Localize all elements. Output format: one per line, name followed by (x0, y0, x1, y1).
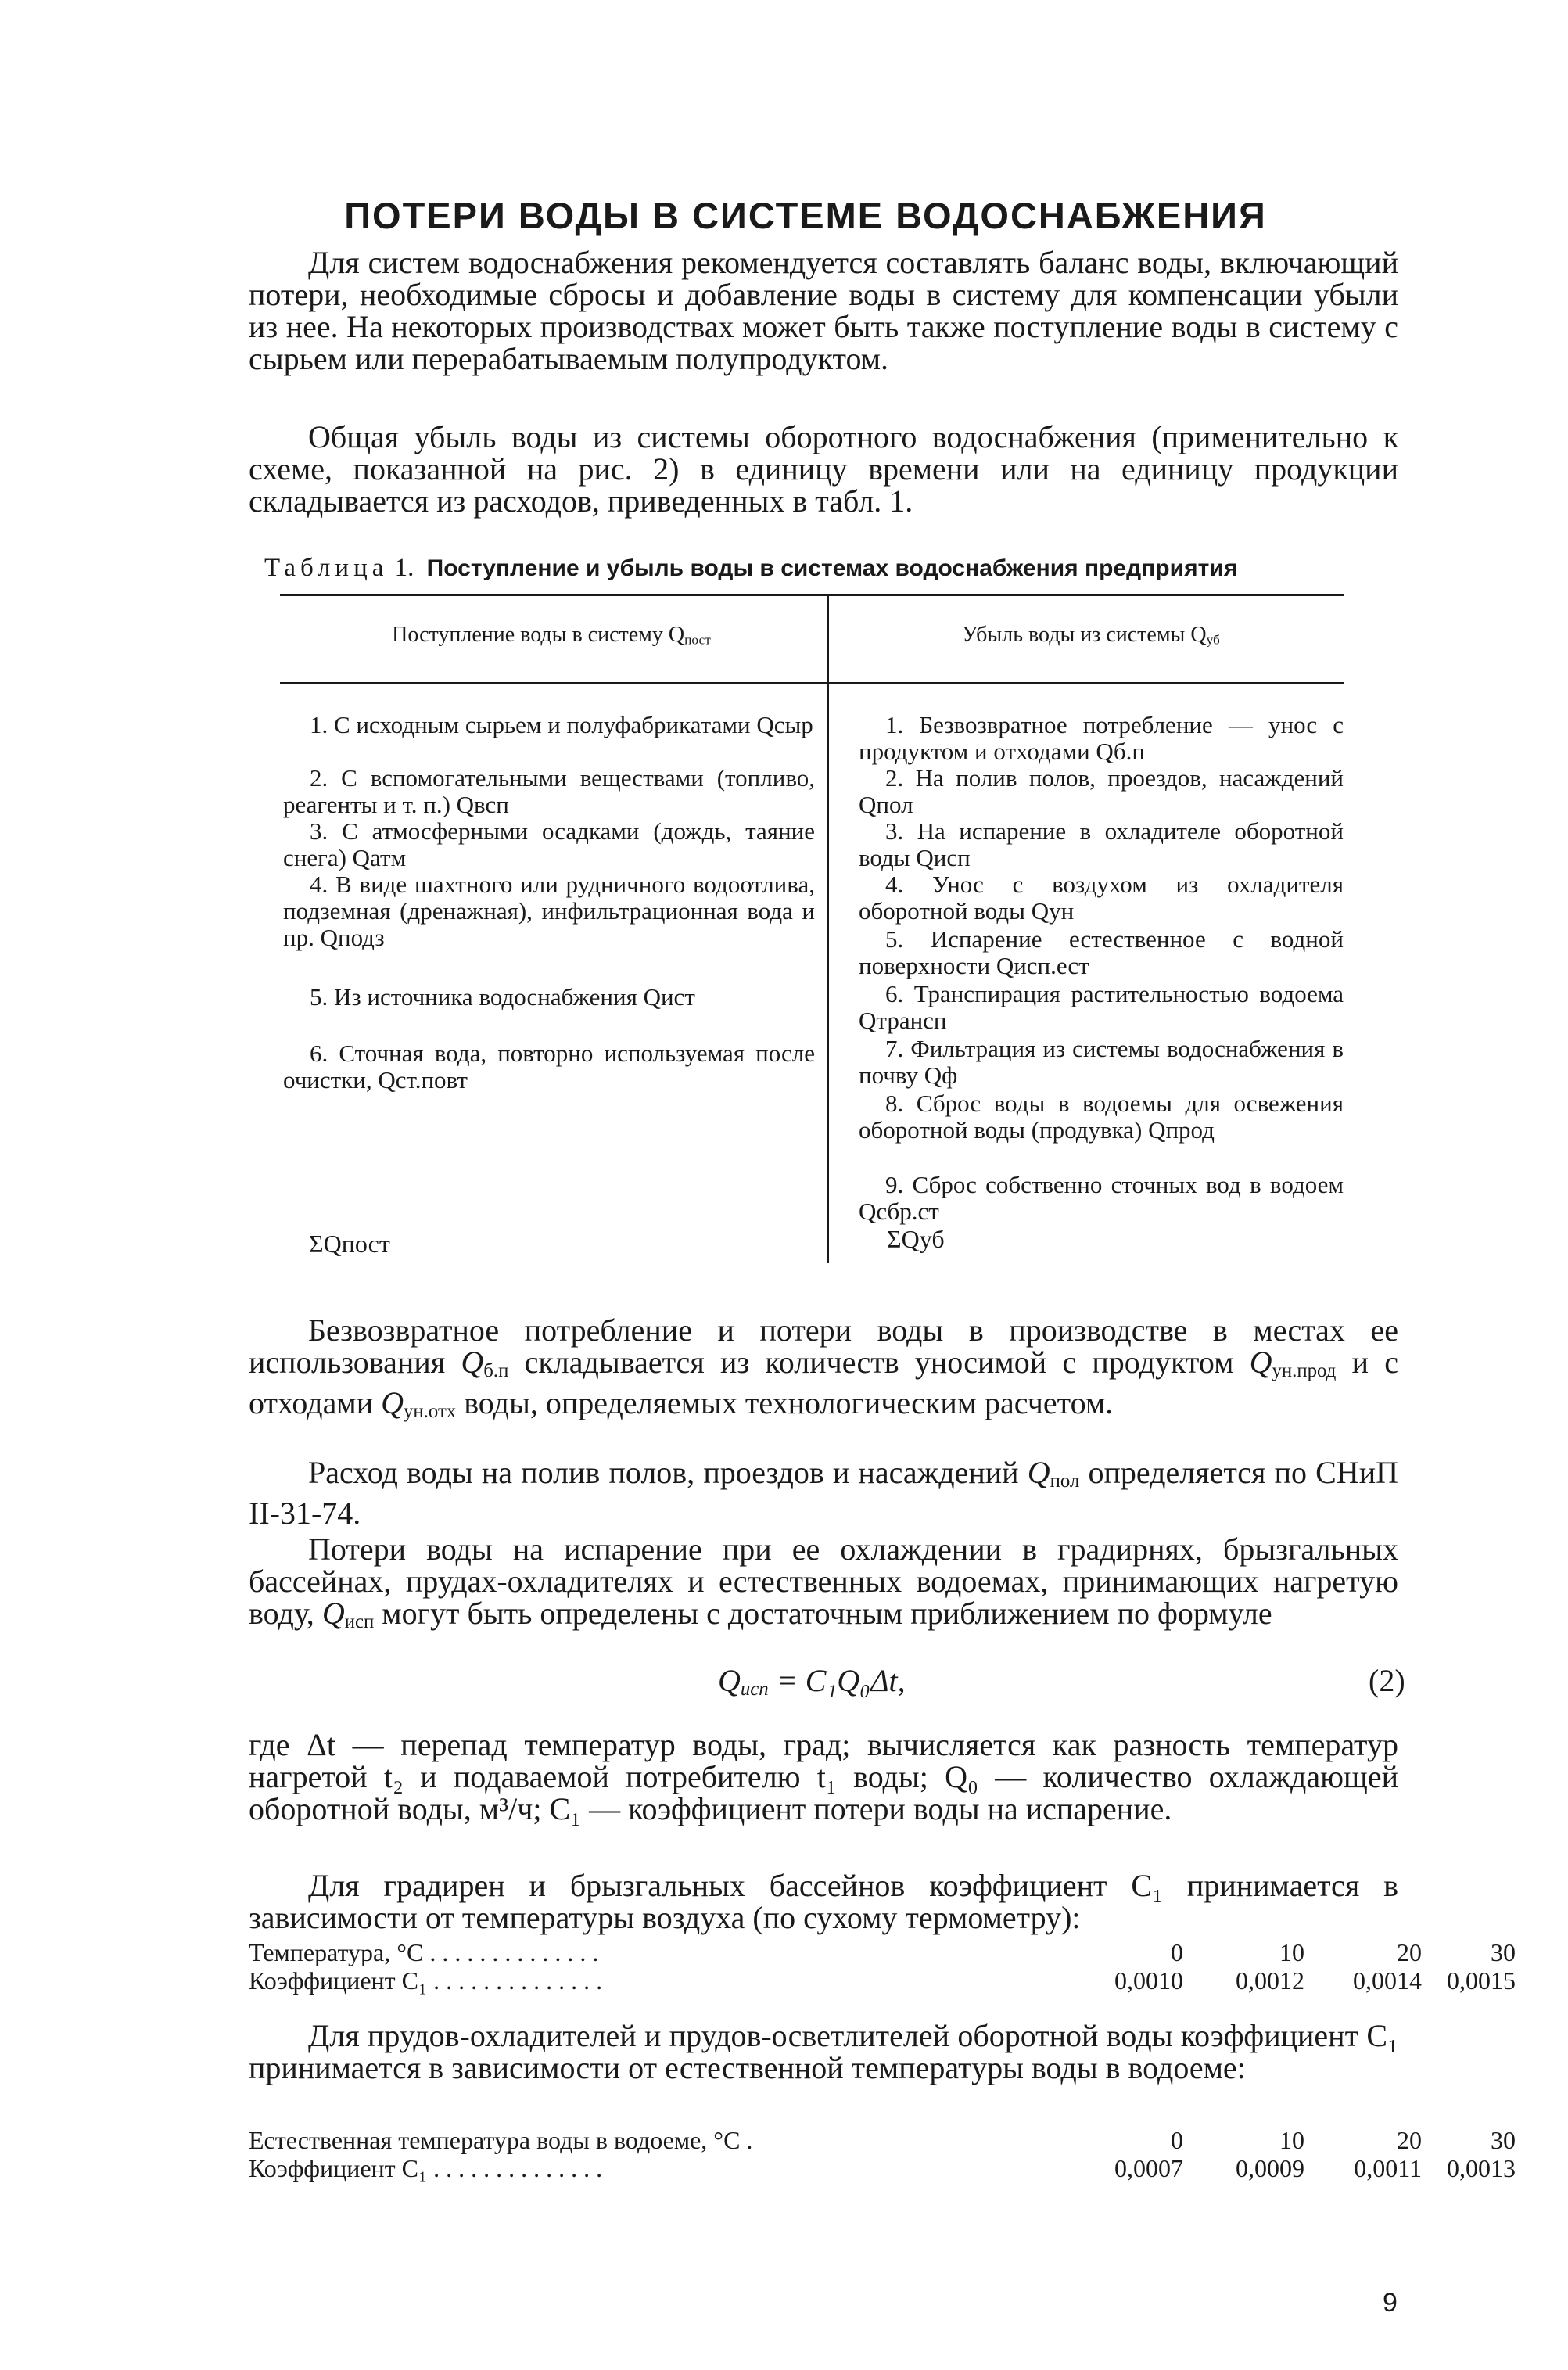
table-cell-loss-1: 1. Безвозвратное потребление — унос с продуктом и отходами Qб.п (859, 711, 1344, 765)
paragraph-intro: Для систем водоснабжения рекомендуется составлять баланс воды, включающий потери, необходимые сбросы и добавление воды в систему для компенсации убыли из нее. На некоторых производствах может быть также поступление воды в систему с сырьем или перерабатываемым полупродуктом. (249, 245, 1398, 376)
paragraph-ponds: Для прудов-охладителей и прудов-осветлителей оборотной воды коэффициент C₁ принимается в зависимости от естественной температуры воды в водоеме: (249, 2018, 1398, 2085)
table-cell-loss-9: 9. Сброс собственно сточных вод в водоем Qсбр.ст (859, 1171, 1344, 1225)
table-cell-inflow-2: 2. С вспомогательными веществами (топливо, реагенты и т. п.) Qвсп (283, 764, 815, 818)
table-caption-label: Таблица (264, 554, 389, 582)
table-sum-loss: ΣQуб (887, 1225, 945, 1253)
table-cell-loss-6: 6. Транспирация растительностью водоема Qтрансп (859, 980, 1344, 1034)
table-cell-loss-7: 7. Фильтрация из системы водоснабжения в почву Qф (859, 1035, 1344, 1089)
table-caption (264, 554, 1390, 583)
table-caption-text: Поступление и убыль воды в системах водоснабжения предприятия (426, 555, 1238, 581)
paragraph-evaporation: Потери воды на испарение при ее охлаждении в градирнях, брызгальных бассейнах, прудах-охладителях и естественных водоемах, принимающих нагретую воду, $Q_{исп}$ могут быть определены с достаточным приближением по формуле (249, 1532, 1398, 1632)
table-cell-loss-8: 8. Сброс воды в водоемы для освежения оборотной воды (продувка) Qпрод (859, 1090, 1344, 1144)
section-heading: ПОТЕРИ ВОДЫ В СИСТЕМЕ ВОДОСНАБЖЕНИЯ (344, 195, 1267, 236)
formula-evaporation: $Q_{исп} = C_1Q_0\Delta t$, (718, 1663, 906, 1700)
coef2-row-temperature: Естественная температура воды в водоеме, °С . 0 10 20 30 (249, 2126, 1516, 2154)
table-cell-loss-5: 5. Испарение естественное с водной поверхности Qисп.ест (859, 925, 1344, 979)
coef2-row-coefficient: Коэффициент C₁ . . . . . . . . . . . . . . 0,0007 0,0009 0,0011 0,0013 (249, 2154, 1516, 2182)
table-cell-inflow-4: 4. В виде шахтного или рудничного водоотлива, подземная (дренажная), инфильтрационная вода и пр. Qподз (283, 871, 815, 951)
coef1-row-temperature: Температура, °С . . . . . . . . . . . . . . 0 10 20 30 (249, 1938, 1516, 1966)
coef1-row-coefficient: Коэффициент C₁ . . . . . . . . . . . . . . 0,0010 0,0012 0,0014 0,0015 (249, 1966, 1516, 1995)
table-cell-loss-2: 2. На полив полов, проездов, насаждений Qпол (859, 764, 1344, 818)
paragraph-total-loss: Общая убыль воды из системы оборотного водоснабжения (применительно к схеме, показанной на рис. 2) в единицу времени или на единицу продукции складывается из расходов, приведенных в табл. 1. (249, 419, 1398, 519)
table-column-divider (827, 594, 829, 1263)
table-cell-loss-3: 3. На испарение в охладителе оборотной воды Qисп (859, 817, 1344, 871)
paragraph-cooling-towers: Для градирен и брызгальных бассейнов коэффициент C₁ принимается в зависимости от температуры воздуха (по сухому термометру): (249, 1868, 1398, 1935)
table-cell-inflow-5: 5. Из источника водоснабжения Qист (310, 983, 695, 1011)
page-number: 9 (1383, 2288, 1398, 2318)
formula-number: (2) (1369, 1663, 1405, 1698)
table-sum-inflow: ΣQпост (309, 1230, 390, 1258)
table-col-head-loss: Убыль воды из системы $Q_{уб}$ (962, 623, 1220, 648)
paragraph-watering: Расход воды на полив полов, проездов и насаждений $Q_{пол}$ определяется по СНиП II-31-74. (249, 1455, 1398, 1531)
table-cell-loss-4: 4. Унос с воздухом из охладителя оборотной воды Qун (859, 871, 1344, 925)
table-header-rule (280, 682, 1344, 684)
paragraph-irrevocable: Безвозвратное потребление и потери воды в производстве в местах ее использования $Q_{б.п}$ складывается из количеств уносимой с продуктом $Q_{ун.прод}$ и с отходами $Q_{ун.отх}$ воды, определяемых технологическим расчетом. (249, 1312, 1398, 1422)
table-cell-inflow-3: 3. С атмосферными осадками (дождь, таяние снега) Qатм (283, 817, 815, 871)
table-col-head-inflow: Поступление воды в систему $Q_{пост}$ (392, 623, 711, 648)
paragraph-definitions: где Δt — перепад температур воды, град; вычисляется как разность температур нагретой t₂ и подаваемой потребителю t₁ воды; Q₀ — количество охлаждающей оборотной воды, м³/ч; C₁ — коэффициент потери воды на испарение. (249, 1727, 1398, 1826)
table-caption-number: 1. (394, 554, 414, 582)
table-top-rule (280, 594, 1344, 596)
table-cell-inflow-6: 6. Сточная вода, повторно используемая после очистки, Qст.повт (283, 1040, 815, 1093)
table-cell-inflow-1: 1. С исходным сырьем и полуфабрикатами Qсыр (310, 711, 813, 738)
